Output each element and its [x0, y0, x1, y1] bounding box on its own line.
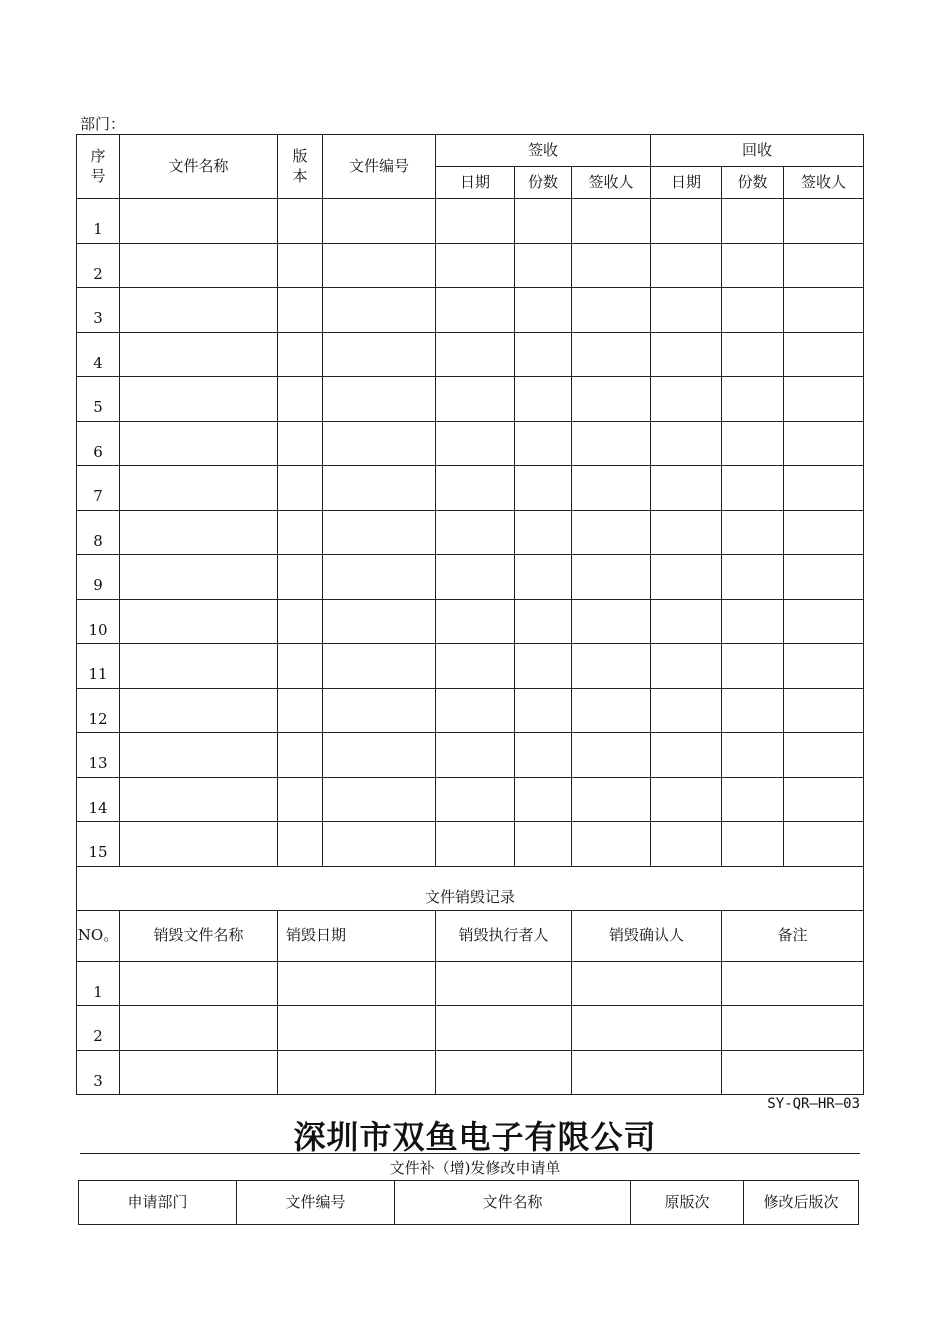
log-cell[interactable]: [722, 421, 784, 466]
destroy-cell[interactable]: [120, 1006, 278, 1051]
destroy-cell[interactable]: [722, 961, 864, 1006]
log-cell[interactable]: [436, 332, 515, 377]
log-row-number: 12: [77, 688, 120, 733]
log-row-number: 3: [77, 288, 120, 333]
log-cell[interactable]: [784, 777, 864, 822]
log-table-row: [77, 777, 864, 822]
log-table-row: [77, 555, 864, 600]
log-cell[interactable]: [120, 199, 278, 244]
log-cell[interactable]: [784, 199, 864, 244]
header-recycle-signer: 签收人: [784, 167, 864, 199]
destroy-header-no: NO。: [77, 910, 120, 961]
log-cell[interactable]: [323, 822, 436, 867]
header-seq-line1: 序: [90, 147, 106, 165]
log-cell[interactable]: [278, 599, 323, 644]
destroy-cell[interactable]: [722, 1006, 864, 1051]
log-cell[interactable]: [722, 777, 784, 822]
header-version-line1: 版: [292, 147, 308, 165]
destroy-header-name: 销毁文件名称: [120, 910, 278, 961]
log-cell[interactable]: [278, 510, 323, 555]
log-cell[interactable]: [784, 733, 864, 778]
log-row-number: 10: [77, 599, 120, 644]
log-cell[interactable]: [323, 377, 436, 422]
log-cell[interactable]: [120, 332, 278, 377]
log-cell[interactable]: [515, 288, 572, 333]
log-cell[interactable]: [651, 777, 722, 822]
log-cell[interactable]: [323, 688, 436, 733]
document-log-table: [76, 134, 864, 1095]
log-cell[interactable]: [784, 688, 864, 733]
log-cell[interactable]: [784, 510, 864, 555]
log-cell[interactable]: [572, 243, 651, 288]
header-version: [278, 135, 323, 199]
log-cell[interactable]: [572, 510, 651, 555]
log-cell[interactable]: [572, 644, 651, 689]
log-cell[interactable]: [572, 466, 651, 511]
log-cell[interactable]: [278, 822, 323, 867]
request-header-file-no: 文件编号: [237, 1181, 395, 1225]
log-cell[interactable]: [323, 555, 436, 600]
log-cell[interactable]: [515, 599, 572, 644]
destroy-table-row: [77, 1050, 864, 1095]
destroy-cell[interactable]: [120, 1050, 278, 1095]
log-table-row: [77, 332, 864, 377]
header-sign-date: 日期: [436, 167, 515, 199]
destroy-cell[interactable]: [436, 961, 572, 1006]
log-row-number: 9: [77, 555, 120, 600]
log-cell[interactable]: [784, 243, 864, 288]
log-cell[interactable]: [784, 466, 864, 511]
log-cell[interactable]: [651, 688, 722, 733]
log-row-number: 15: [77, 822, 120, 867]
log-cell[interactable]: [572, 377, 651, 422]
destroy-table-row: [77, 961, 864, 1006]
log-row-number: 14: [77, 777, 120, 822]
log-cell[interactable]: [515, 421, 572, 466]
log-cell[interactable]: [436, 466, 515, 511]
log-cell[interactable]: [722, 555, 784, 600]
log-cell[interactable]: [572, 288, 651, 333]
log-cell[interactable]: [784, 644, 864, 689]
log-cell[interactable]: [651, 599, 722, 644]
log-cell[interactable]: [651, 288, 722, 333]
log-cell[interactable]: [323, 199, 436, 244]
log-cell[interactable]: [436, 644, 515, 689]
destroy-header-executor: 销毁执行者人: [436, 910, 572, 961]
log-cell[interactable]: [323, 332, 436, 377]
log-table-row: [77, 822, 864, 867]
destroy-section-title: 文件销毁记录: [77, 866, 864, 910]
destroy-table-row: [77, 1006, 864, 1051]
log-row-number: 2: [77, 243, 120, 288]
destroy-cell[interactable]: [278, 1006, 436, 1051]
destroy-cell[interactable]: [436, 1006, 572, 1051]
log-cell[interactable]: [515, 688, 572, 733]
log-cell[interactable]: [515, 822, 572, 867]
log-table-row: [77, 421, 864, 466]
log-table-row: [77, 733, 864, 778]
header-sign-group: 签收: [436, 135, 651, 167]
destroy-cell[interactable]: [722, 1050, 864, 1095]
log-cell[interactable]: [278, 332, 323, 377]
log-cell[interactable]: [651, 421, 722, 466]
log-cell[interactable]: [120, 243, 278, 288]
log-cell[interactable]: [323, 599, 436, 644]
destroy-cell[interactable]: [436, 1050, 572, 1095]
request-header-orig-version: 原版次: [631, 1181, 744, 1225]
log-cell[interactable]: [572, 733, 651, 778]
log-cell[interactable]: [651, 377, 722, 422]
log-table-row: [77, 466, 864, 511]
destroy-cell[interactable]: [278, 1050, 436, 1095]
log-cell[interactable]: [651, 243, 722, 288]
log-cell[interactable]: [436, 377, 515, 422]
log-cell[interactable]: [515, 243, 572, 288]
log-table-row: [77, 510, 864, 555]
header-seq: [77, 135, 120, 199]
destroy-row-number: 1: [77, 961, 120, 1006]
log-cell[interactable]: [278, 377, 323, 422]
log-cell[interactable]: [651, 644, 722, 689]
log-cell[interactable]: [120, 377, 278, 422]
log-cell[interactable]: [323, 510, 436, 555]
destroy-cell[interactable]: [120, 961, 278, 1006]
log-cell[interactable]: [120, 421, 278, 466]
log-cell[interactable]: [436, 199, 515, 244]
log-cell[interactable]: [515, 466, 572, 511]
log-cell[interactable]: [436, 599, 515, 644]
log-row-number: 1: [77, 199, 120, 244]
log-cell[interactable]: [722, 599, 784, 644]
log-table-row: [77, 599, 864, 644]
log-cell[interactable]: [323, 644, 436, 689]
log-cell[interactable]: [572, 199, 651, 244]
request-header-file-name: 文件名称: [395, 1181, 631, 1225]
log-cell[interactable]: [278, 288, 323, 333]
log-cell[interactable]: [323, 421, 436, 466]
log-table-row: [77, 377, 864, 422]
log-table-row: [77, 644, 864, 689]
log-cell[interactable]: [784, 822, 864, 867]
log-cell[interactable]: [436, 288, 515, 333]
log-cell[interactable]: [572, 555, 651, 600]
log-cell[interactable]: [120, 466, 278, 511]
form-code: SY-QR—HR—03: [767, 1096, 860, 1112]
log-cell[interactable]: [572, 332, 651, 377]
log-table-row: [77, 288, 864, 333]
log-cell[interactable]: [278, 199, 323, 244]
header-sign-signer: 签收人: [572, 167, 651, 199]
log-row-number: 8: [77, 510, 120, 555]
log-cell[interactable]: [436, 777, 515, 822]
log-cell[interactable]: [515, 510, 572, 555]
log-cell[interactable]: [722, 644, 784, 689]
log-cell[interactable]: [120, 644, 278, 689]
log-cell[interactable]: [722, 199, 784, 244]
log-cell[interactable]: [722, 377, 784, 422]
destroy-header-date: 销毁日期: [278, 910, 436, 961]
log-cell[interactable]: [278, 688, 323, 733]
log-cell[interactable]: [120, 288, 278, 333]
log-cell[interactable]: [651, 510, 722, 555]
log-cell[interactable]: [278, 644, 323, 689]
log-cell[interactable]: [651, 199, 722, 244]
log-cell[interactable]: [784, 377, 864, 422]
log-cell[interactable]: [323, 733, 436, 778]
destroy-row-number: 2: [77, 1006, 120, 1051]
request-table: [78, 1180, 859, 1225]
log-cell[interactable]: [278, 243, 323, 288]
log-cell[interactable]: [572, 822, 651, 867]
log-cell[interactable]: [278, 733, 323, 778]
log-cell[interactable]: [651, 733, 722, 778]
log-cell[interactable]: [436, 822, 515, 867]
log-cell[interactable]: [572, 421, 651, 466]
header-recycle-copies: 份数: [722, 167, 784, 199]
log-table-row: [77, 199, 864, 244]
log-cell[interactable]: [722, 243, 784, 288]
log-cell[interactable]: [278, 555, 323, 600]
log-cell[interactable]: [120, 733, 278, 778]
log-cell[interactable]: [120, 777, 278, 822]
log-cell[interactable]: [722, 510, 784, 555]
header-file-no: 文件编号: [323, 135, 436, 199]
log-cell[interactable]: [515, 332, 572, 377]
header-recycle-date: 日期: [651, 167, 722, 199]
header-file-name: 文件名称: [120, 135, 278, 199]
log-cell[interactable]: [278, 421, 323, 466]
destroy-cell[interactable]: [572, 1050, 722, 1095]
request-header-new-version: 修改后版次: [744, 1181, 859, 1225]
log-cell[interactable]: [436, 421, 515, 466]
log-cell[interactable]: [572, 777, 651, 822]
header-sign-copies: 份数: [515, 167, 572, 199]
company-name: 深圳市双鱼电子有限公司: [293, 1118, 657, 1156]
department-label: 部门：: [80, 115, 126, 133]
log-cell[interactable]: [651, 555, 722, 600]
log-row-number: 11: [77, 644, 120, 689]
log-row-number: 6: [77, 421, 120, 466]
log-cell[interactable]: [784, 421, 864, 466]
log-row-number: 4: [77, 332, 120, 377]
log-cell[interactable]: [436, 243, 515, 288]
log-cell[interactable]: [515, 644, 572, 689]
header-recycle-group: 回收: [651, 135, 864, 167]
destroy-header-remark: 备注: [722, 910, 864, 961]
log-cell[interactable]: [436, 510, 515, 555]
log-row-number: 5: [77, 377, 120, 422]
log-table-row: [77, 243, 864, 288]
log-cell[interactable]: [278, 777, 323, 822]
log-cell[interactable]: [572, 599, 651, 644]
destroy-row-number: 3: [77, 1050, 120, 1095]
log-cell[interactable]: [722, 822, 784, 867]
log-cell[interactable]: [120, 599, 278, 644]
log-cell[interactable]: [515, 377, 572, 422]
header-version-line2: 本: [292, 166, 308, 185]
log-cell[interactable]: [515, 199, 572, 244]
log-cell[interactable]: [784, 332, 864, 377]
log-cell[interactable]: [784, 599, 864, 644]
header-seq-line2: 号: [90, 166, 106, 185]
log-cell[interactable]: [323, 777, 436, 822]
log-cell[interactable]: [722, 688, 784, 733]
log-cell[interactable]: [278, 466, 323, 511]
log-cell[interactable]: [722, 288, 784, 333]
log-row-number: 7: [77, 466, 120, 511]
log-cell[interactable]: [722, 733, 784, 778]
request-header-dept: 申请部门: [79, 1181, 237, 1225]
log-cell[interactable]: [120, 822, 278, 867]
log-table-row: [77, 688, 864, 733]
log-cell[interactable]: [722, 332, 784, 377]
log-cell[interactable]: [515, 555, 572, 600]
form-subtitle: 文件补（增)发修改申请单: [389, 1159, 561, 1177]
log-cell[interactable]: [651, 822, 722, 867]
destroy-cell[interactable]: [572, 1006, 722, 1051]
log-cell[interactable]: [120, 510, 278, 555]
log-cell[interactable]: [436, 555, 515, 600]
log-cell[interactable]: [120, 688, 278, 733]
log-cell[interactable]: [784, 555, 864, 600]
log-cell[interactable]: [436, 688, 515, 733]
log-cell[interactable]: [515, 733, 572, 778]
log-cell[interactable]: [651, 332, 722, 377]
log-cell[interactable]: [572, 688, 651, 733]
log-cell[interactable]: [784, 288, 864, 333]
log-cell[interactable]: [323, 243, 436, 288]
destroy-cell[interactable]: [572, 961, 722, 1006]
log-cell[interactable]: [651, 466, 722, 511]
company-divider: [80, 1153, 860, 1154]
log-row-number: 13: [77, 733, 120, 778]
log-cell[interactable]: [323, 466, 436, 511]
log-cell[interactable]: [515, 777, 572, 822]
log-cell[interactable]: [436, 733, 515, 778]
destroy-header-confirmer: 销毁确认人: [572, 910, 722, 961]
log-cell[interactable]: [120, 555, 278, 600]
log-cell[interactable]: [722, 466, 784, 511]
destroy-cell[interactable]: [278, 961, 436, 1006]
log-cell[interactable]: [323, 288, 436, 333]
